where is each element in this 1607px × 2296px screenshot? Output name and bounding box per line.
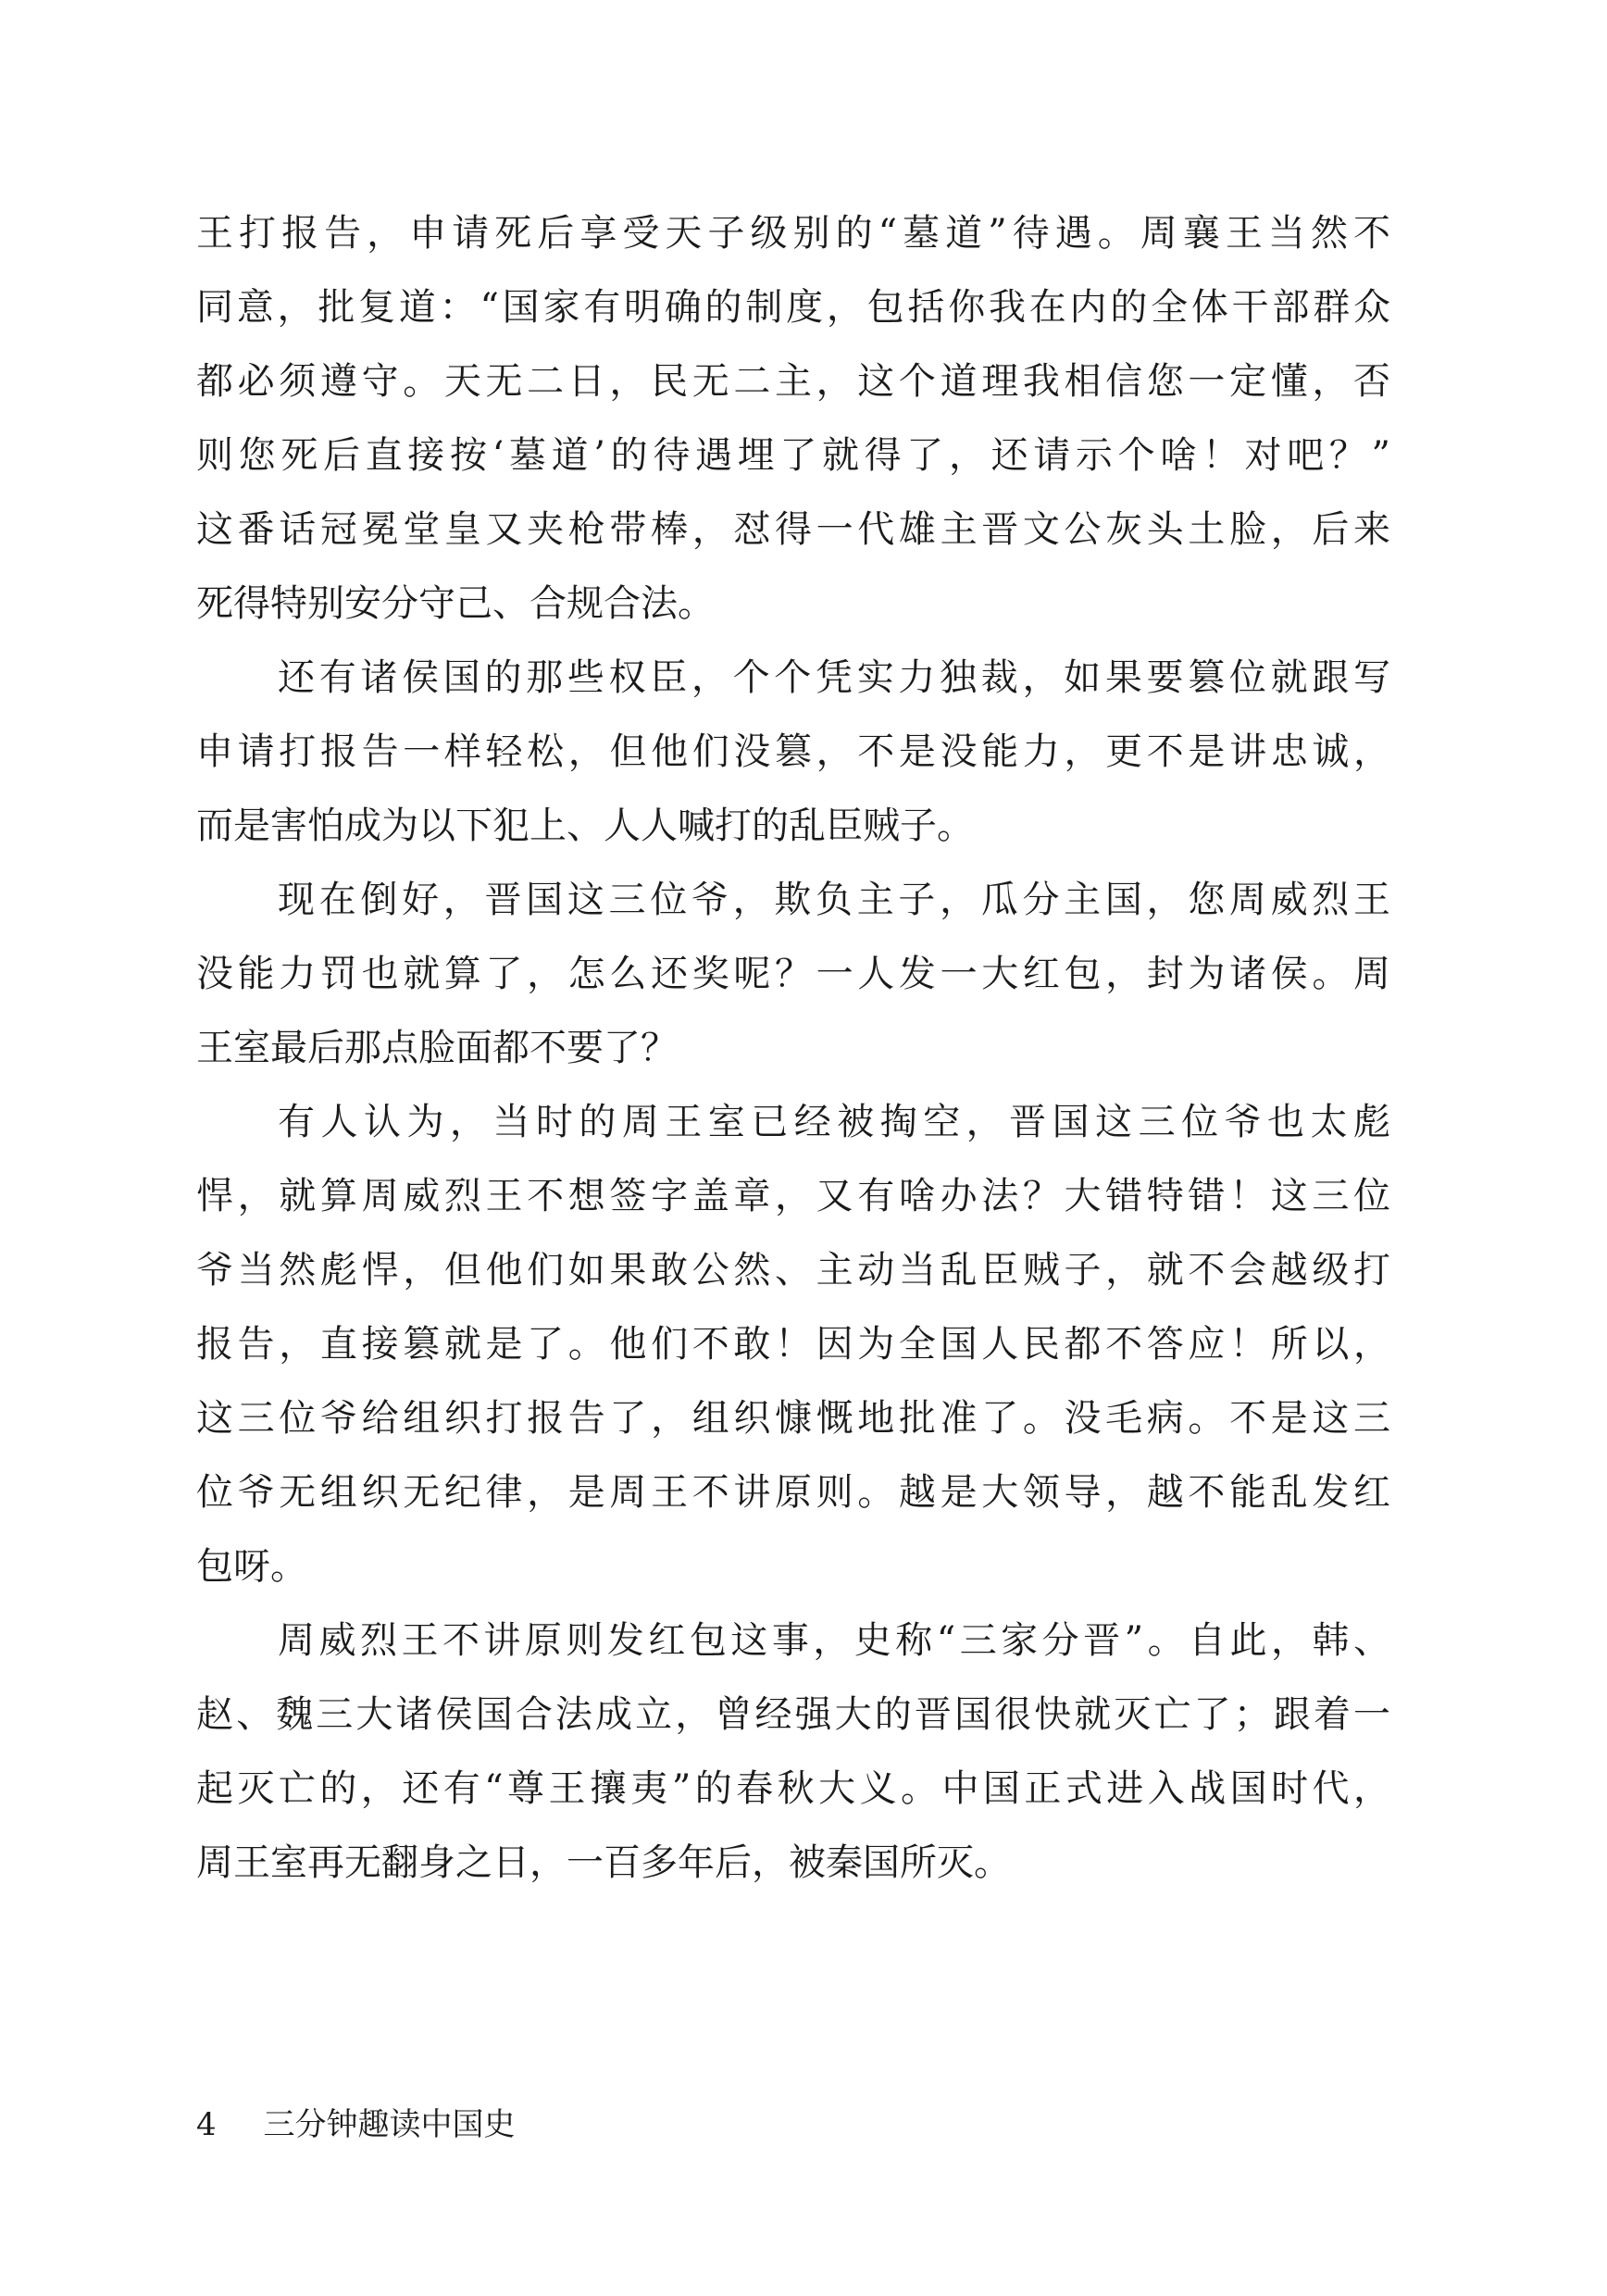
text-line: 还有诸侯国的那些权臣，个个凭实力独裁，如果要篡位就跟写 — [278, 656, 1390, 699]
paragraph — [196, 1085, 1390, 1603]
paragraph — [196, 1603, 1390, 1900]
text-line: 王室最后那点脸面都不要了？ — [196, 1027, 678, 1069]
text-line: 位爷无组织无纪律，是周王不讲原则。越是大领导，越不能乱发红 — [196, 1471, 1390, 1514]
text-line: 王打报告，申请死后享受天子级别的“墓道”待遇。周襄王当然不 — [196, 212, 1390, 255]
paragraph — [196, 863, 1390, 1085]
body-text — [196, 196, 1390, 1900]
text-line: 起灭亡的，还有“尊王攘夷”的春秋大义。中国正式进入战国时代， — [196, 1767, 1390, 1810]
text-line: 都必须遵守。天无二日，民无二主，这个道理我相信您一定懂，否 — [196, 360, 1390, 403]
page-footer — [196, 2102, 515, 2148]
text-line: 没能力罚也就算了，怎么还奖呢？一人发一大红包，封为诸侯。周 — [196, 953, 1390, 995]
text-line: 同意，批复道：“国家有明确的制度，包括你我在内的全体干部群众 — [196, 286, 1390, 329]
text-line: 赵、魏三大诸侯国合法成立，曾经强大的晋国很快就灭亡了；跟着一 — [196, 1693, 1390, 1736]
book-title: 三分钟趣读中国史 — [263, 2106, 516, 2143]
text-line: 现在倒好，晋国这三位爷，欺负主子，瓜分主国，您周威烈王 — [278, 879, 1390, 921]
text-line: 报告，直接篡就是了。他们不敢！因为全国人民都不答应！所以， — [196, 1323, 1390, 1366]
text-line: 申请打报告一样轻松，但他们没篡，不是没能力，更不是讲忠诚， — [196, 730, 1390, 773]
page-number: 4 — [196, 2106, 217, 2143]
paragraph — [196, 196, 1390, 641]
text-line: 周威烈王不讲原则发红包这事，史称“三家分晋”。自此，韩、 — [278, 1619, 1390, 1662]
text-line: 死得特别安分守己、合规合法。 — [196, 582, 715, 625]
text-line: 则您死后直接按‘墓道’的待遇埋了就得了，还请示个啥！对吧？” — [196, 434, 1390, 477]
text-line: 而是害怕成为以下犯上、人人喊打的乱臣贼子。 — [196, 805, 974, 847]
text-line: 有人认为，当时的周王室已经被掏空，晋国这三位爷也太彪 — [278, 1101, 1390, 1143]
text-line: 这三位爷给组织打报告了，组织慷慨地批准了。没毛病。不是这三 — [196, 1397, 1390, 1440]
text-line: 包呀。 — [196, 1545, 307, 1588]
text-line: 周王室再无翻身之日，一百多年后，被秦国所灭。 — [196, 1841, 1011, 1884]
paragraph — [196, 641, 1390, 863]
text-line: 悍，就算周威烈王不想签字盖章，又有啥办法？大错特错！这三位 — [196, 1175, 1390, 1217]
text-line: 这番话冠冕堂皇又夹枪带棒，怼得一代雄主晋文公灰头土脸，后来 — [196, 508, 1390, 551]
text-line: 爷当然彪悍，但他们如果敢公然、主动当乱臣贼子，就不会越级打 — [196, 1249, 1390, 1292]
